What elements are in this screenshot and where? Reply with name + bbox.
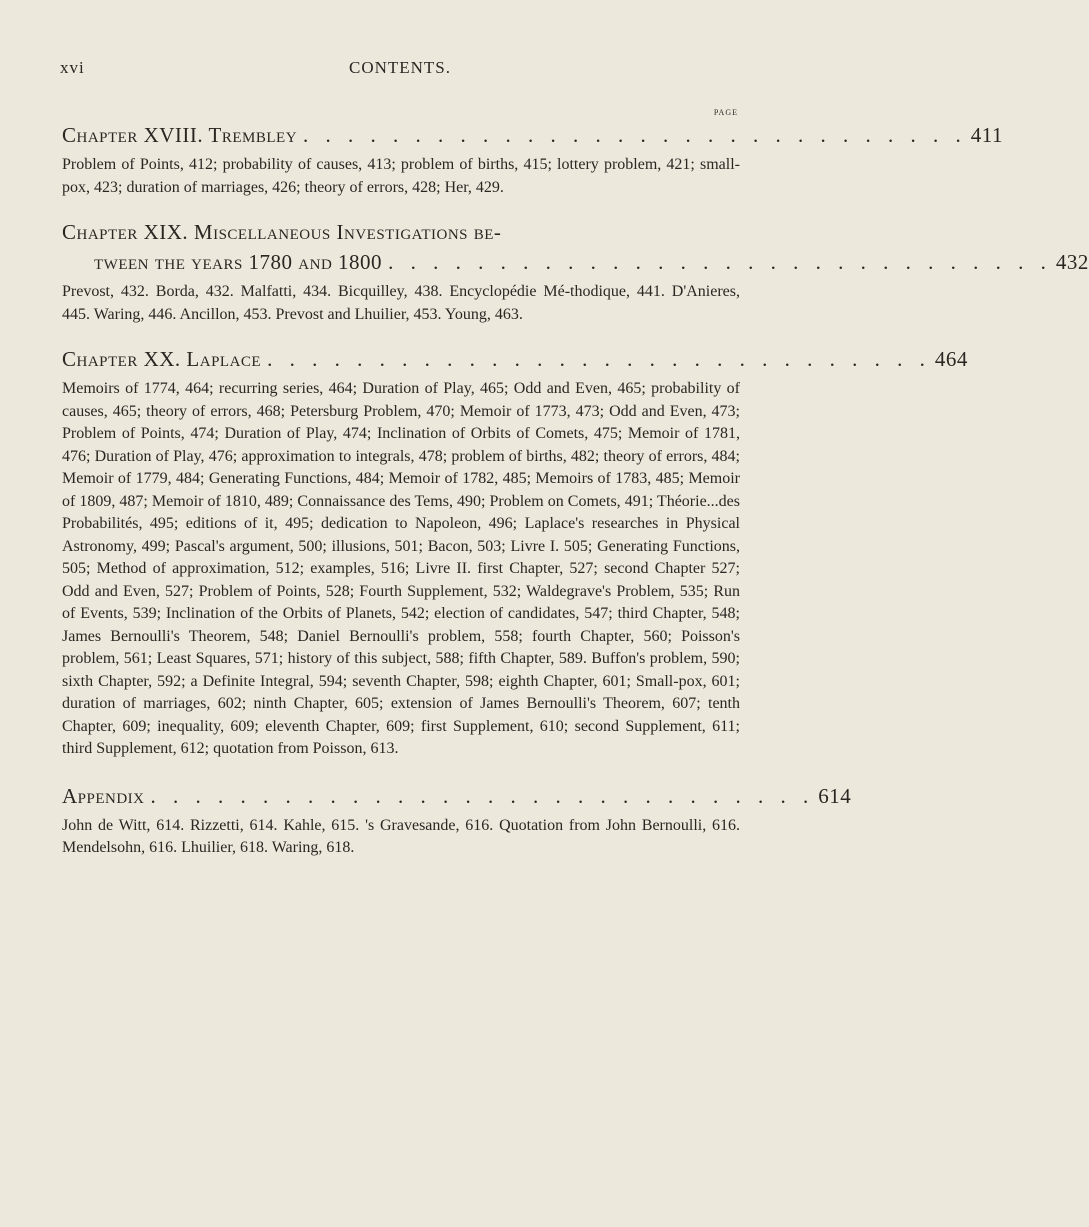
chapter-heading — [62, 781, 852, 811]
chapter-title: Appendix — [62, 783, 145, 808]
chapter-summary: John de Witt, 614. Rizzetti, 614. Kahle, 615. 's Gravesande, 616. Quotation from John Bernoulli, 616. Mendelsohn, 616. Lhuilier, 618. Waring, 618. — [62, 816, 740, 856]
chapter-title-line-1: Chapter XIX. Miscellaneous Investigations be- — [62, 220, 502, 244]
chapter-heading — [62, 120, 1004, 150]
running-title: CONTENTS. — [348, 58, 452, 77]
leader-dots: . . . . . . . . . . . . . . . . . . . . . . . . . . . . . . — [150, 783, 815, 808]
chapter-page: 464 — [934, 347, 968, 371]
chapter-page: 411 — [970, 123, 1004, 147]
contents-list — [62, 120, 1089, 860]
chapter-summary: Memoirs of 1774, 464; recurring series, 464; Duration of Play, 465; Odd and Even, 465; probability of causes, 465; theory of errors, 468; Petersburg Problem, 470; Memoir of 1773, 473; Odd and Even, 473; Problem of Points, 474; Duration of Play, 474; Inclination of Orbits of Comets, 475; Memoir of 1781, 476; Duration of Play, 476; approximation to integrals, 478; problem of births, 482; theory of errors, 484; Memoir of 1779, 484; Generating Functions, 484; Memoir of 1782, 485; Memoirs of 1783, 485; Memoir of 1809, 487; Memoir of 1810, 489; Connaissance des Tems, 490; Problem on Comets, 491; Théorie...des Probabilités, 495; editions of it, 495; dedication to Napoleon, 496; Laplace's researches in Physical Astronomy, 499; Pascal's argument, 500; illusions, 501; Bacon, 503; Livre I. 505; Generating Functions, 505; Method of approximation, 512; examples, 516; Livre II. first Chapter, 527; second Chapter 527; Odd and Even, 527; Problem of Points, 528; Fourth Supplement, 532; Waldegrave's Problem, 535; Run of Events, 539; Inclination of the Orbits of Planets, 542; election of candidates, 547; third Chapter, 548; James Bernoulli's Theorem, 548; Daniel Bernoulli's problem, 558; fourth Chapter, 560; Poisson's problem, 561; Least Squares, 571; history of this subject, 588; fifth Chapter, 589. Buffon's problem, 590; sixth Chapter, 592; a Definite Integral, 594; seventh Chapter, 598; eighth Chapter, 601; Small-pox, 601; duration of marriages, 602; ninth Chapter, 605; extension of James Bernoulli's Theorem, 607; tenth Chapter, 609; inequality, 609; eleventh Chapter, 609; first Supplement, 610; second Supplement, 611; third Supplement, 612; quotation from Poisson, 613. — [62, 380, 740, 757]
chapter-page: 614 — [818, 783, 852, 808]
toc-entry-chapter-18 — [62, 120, 1004, 199]
leader-dots: . . . . . . . . . . . . . . . . . . . . . . . . . . . . . . — [303, 123, 967, 147]
page-column-label: PAGE — [713, 108, 738, 117]
leader-dots: . . . . . . . . . . . . . . . . . . . . . . . . . . . . . . — [267, 347, 931, 371]
leader-dots: . . . . . . . . . . . . . . . . . . . . . . . . . . . . . . — [388, 250, 1052, 274]
chapter-page: 432 — [1055, 250, 1089, 274]
chapter-title: Chapter XX. Laplace — [62, 347, 262, 371]
chapter-heading — [62, 344, 968, 374]
chapter-summary: Problem of Points, 412; probability of causes, 413; problem of births, 415; lottery problem, 421; small-pox, 423; duration of marriages, 426; theory of errors, 428; Her, 429. — [62, 156, 740, 196]
toc-entry-appendix — [62, 781, 852, 860]
chapter-heading — [62, 217, 1089, 277]
toc-entry-chapter-20 — [62, 344, 968, 761]
page-number: xvi — [60, 58, 85, 77]
chapter-title-line-2: tween the years 1780 and 1800 — [94, 250, 383, 274]
toc-entry-chapter-19 — [62, 217, 1089, 326]
chapter-title: Chapter XVIII. Trembley — [62, 123, 298, 147]
running-head — [60, 58, 740, 82]
chapter-summary: Prevost, 432. Borda, 432. Malfatti, 434. Bicquilley, 438. Encyclopédie Mé-thodique, 441. D'Anieres, 445. Waring, 446. Ancillon, 453. Prevost and Lhuilier, 453. Young, 463. — [62, 283, 740, 323]
